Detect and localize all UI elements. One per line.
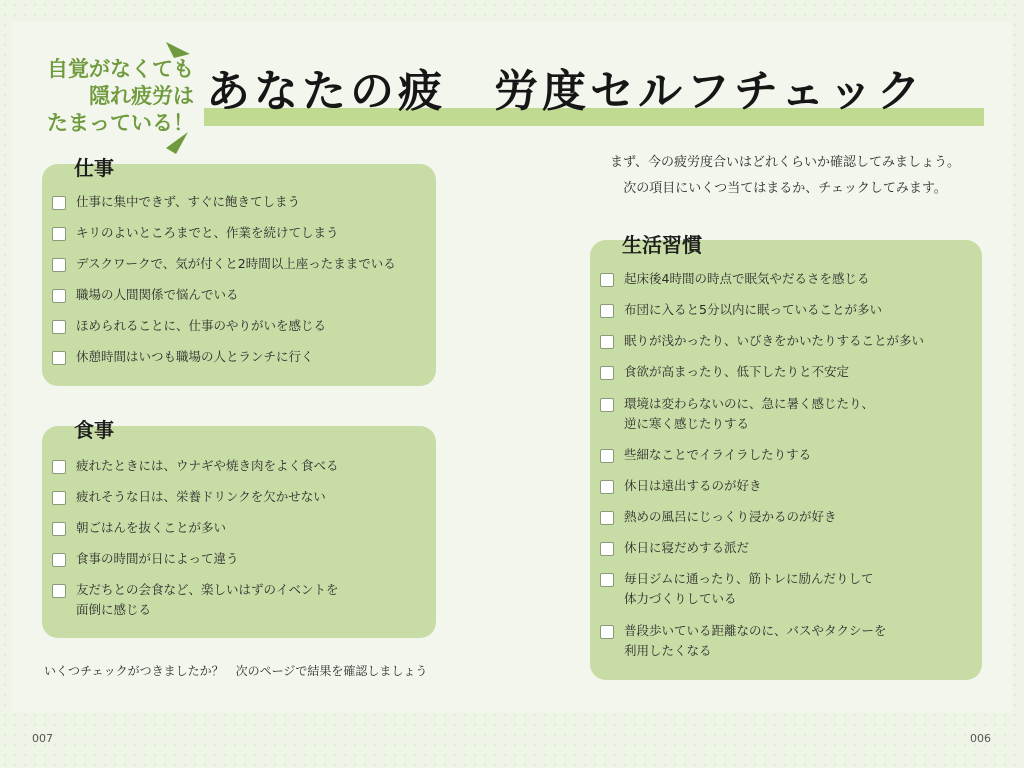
checkbox[interactable] (52, 584, 66, 598)
checklist-item[interactable] (52, 223, 339, 243)
checklist-item[interactable] (52, 580, 339, 620)
item-line: 環境は変わらないのに、急に暑く感じたり、 (624, 396, 875, 411)
item-line: 熱めの風呂にじっくり浸かるのが好き (624, 509, 837, 524)
item-line: 食事の時間が日によって違う (76, 551, 239, 566)
item-line: 休憩時間はいつも職場の人とランチに行く (76, 349, 314, 364)
checkbox[interactable] (52, 258, 66, 272)
item-line: 疲れたときには、ウナギや焼き肉をよく食べる (76, 458, 339, 473)
item-line: 休日に寝だめする派だ (624, 540, 750, 555)
item-line: 布団に入ると5分以内に眠っていることが多い (624, 302, 882, 317)
checklist-item[interactable] (600, 621, 887, 661)
checklist-item[interactable] (600, 476, 762, 496)
item-line: 食欲が高まったり、低下したりと不安定 (624, 364, 850, 379)
checklist-item[interactable] (600, 269, 869, 289)
tagline-line: 隠れ疲労は (89, 84, 194, 108)
checkbox[interactable] (600, 304, 614, 318)
checkbox[interactable] (600, 398, 614, 412)
checkbox[interactable] (600, 573, 614, 587)
checklist-item[interactable] (52, 254, 396, 274)
work-section-title: 仕事 (74, 156, 114, 180)
meal-section-title: 食事 (74, 418, 114, 442)
footer-question: いくつチェックがつきましたか？ 次のページで結果を確認しましょう (44, 664, 428, 678)
intro-text (590, 150, 980, 202)
item-line: 利用したくなる (624, 643, 712, 658)
item-line: 些細なことでイライラしたりする (624, 447, 812, 462)
checklist-item[interactable] (52, 316, 326, 336)
item-line: 普段歩いている距離なのに、バスやタクシーを (624, 623, 887, 638)
accent-spark-icon (160, 38, 196, 158)
checklist-item[interactable] (600, 538, 749, 558)
checklist-item[interactable] (52, 487, 326, 507)
checklist-item[interactable] (52, 192, 300, 212)
checkbox[interactable] (52, 289, 66, 303)
checklist-item[interactable] (600, 362, 849, 382)
checklist-item[interactable] (600, 569, 874, 609)
work-section (42, 164, 436, 386)
item-line: 起床後4時間の時点で眠気やだるさを感じる (624, 271, 870, 286)
page-title: あなたの疲 労度セルフチェック (206, 66, 925, 117)
item-line: キリのよいところまでと、作業を続けてしまう (76, 225, 339, 240)
life-section-title: 生活習慣 (622, 233, 702, 257)
item-line: 面倒に感じる (76, 602, 152, 617)
item-line: 疲れそうな日は、栄養ドリンクを欠かせない (76, 489, 326, 504)
item-line: 体力づくりしている (624, 591, 737, 606)
checkbox[interactable] (52, 553, 66, 567)
checkbox[interactable] (52, 320, 66, 334)
checklist-item[interactable] (52, 456, 339, 476)
checkbox[interactable] (600, 449, 614, 463)
checkbox[interactable] (600, 335, 614, 349)
page-number-left: 007 (32, 732, 53, 745)
checklist-item[interactable] (600, 394, 874, 434)
checkbox[interactable] (52, 196, 66, 210)
item-line: 友だちとの会食など、楽しいはずのイベントを (76, 582, 339, 597)
life-section (590, 240, 982, 680)
checkbox[interactable] (600, 542, 614, 556)
checklist-item[interactable] (52, 347, 314, 367)
checklist-item[interactable] (600, 300, 882, 320)
item-line: 職場の人間関係で悩んでいる (76, 287, 239, 302)
page-number-right: 006 (970, 732, 991, 745)
checkbox[interactable] (52, 351, 66, 365)
checkbox[interactable] (52, 460, 66, 474)
checklist-item[interactable] (52, 285, 239, 305)
checkbox[interactable] (52, 491, 66, 505)
checkbox[interactable] (600, 511, 614, 525)
item-line: 眠りが浅かったり、いびきをかいたりすることが多い (624, 333, 925, 348)
checklist-item[interactable] (52, 549, 239, 569)
checkbox[interactable] (52, 227, 66, 241)
tagline-line: たまっている！ (47, 111, 194, 135)
checkbox[interactable] (600, 625, 614, 639)
item-line: 休日は遠出するのが好き (624, 478, 762, 493)
checkbox[interactable] (600, 273, 614, 287)
intro-line: まず、今の疲労度合いはどれくらいか確認してみましょう。 (610, 155, 960, 170)
tagline-line: 自覚がなくても (47, 57, 194, 81)
checklist-item[interactable] (600, 507, 837, 527)
checkbox[interactable] (600, 480, 614, 494)
item-line: 逆に寒く感じたりする (624, 416, 750, 431)
checklist-item[interactable] (600, 331, 924, 351)
checklist-item[interactable] (52, 518, 226, 538)
item-line: 仕事に集中できず、すぐに飽きてしまう (76, 194, 301, 209)
checkbox[interactable] (52, 522, 66, 536)
item-line: ほめられることに、仕事のやりがいを感じる (76, 318, 327, 333)
item-line: デスクワークで、気が付くと2時間以上座ったままでいる (76, 256, 396, 271)
meal-section (42, 426, 436, 638)
intro-line: 次の項目にいくつ当てはまるか、チェックしてみます。 (623, 181, 947, 196)
item-line: 毎日ジムに通ったり、筋トレに励んだりして (624, 571, 874, 586)
checklist-item[interactable] (600, 445, 811, 465)
item-line: 朝ごはんを抜くことが多い (76, 520, 227, 535)
checkbox[interactable] (600, 366, 614, 380)
